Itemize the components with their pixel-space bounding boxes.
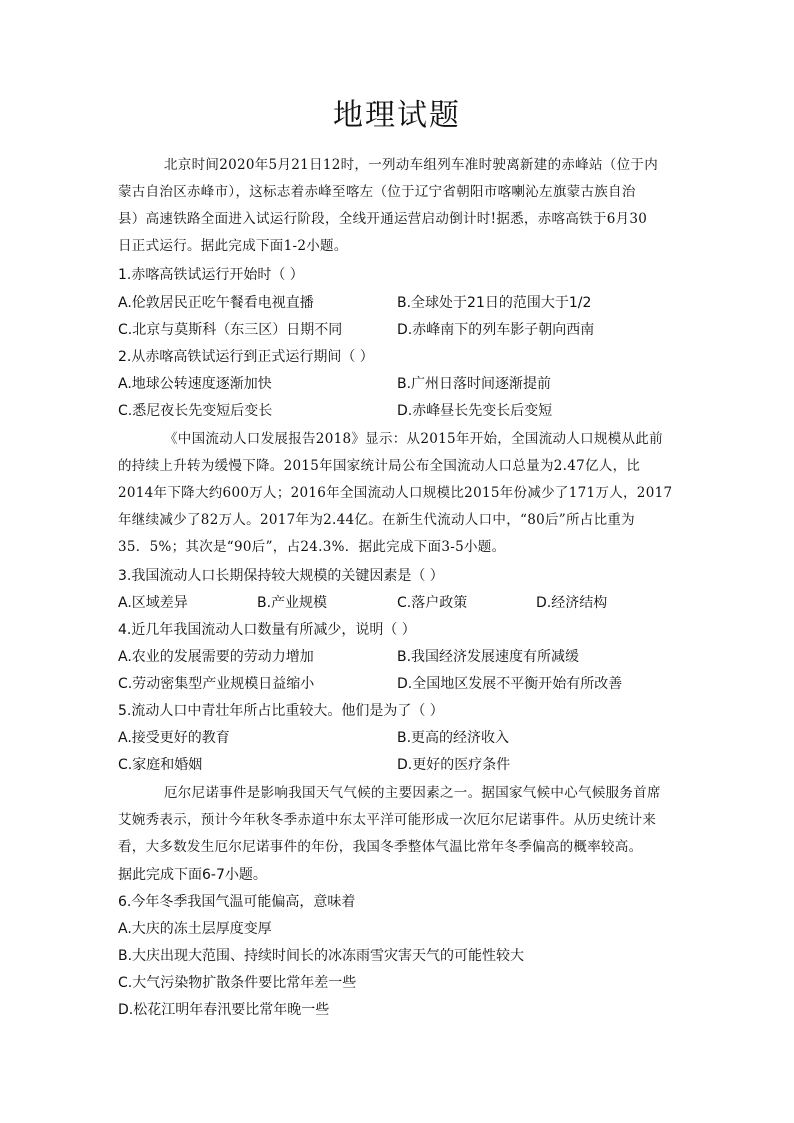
q1-option-c[interactable]: C.北京与莫斯科（东三区）日期不同	[118, 322, 343, 338]
q3-option-a[interactable]: A.区域差异	[118, 595, 188, 611]
question-5-stem: 5.流动人口中青壮年所占比重较大。他们是为了（ ）	[118, 703, 444, 719]
q4-option-a[interactable]: A.农业的发展需要的劳动力增加	[118, 649, 314, 665]
q4-option-b[interactable]: B.我国经济发展速度有所减缓	[397, 649, 580, 665]
q3-option-b[interactable]: B.产业规模	[257, 595, 328, 611]
page-title: 地理试题	[333, 98, 461, 133]
passage-line: 北京时间2020年5月21日12时，一列动车组列车准时驶离新建的赤峰站（位于内	[164, 157, 659, 173]
passage-3	[118, 780, 678, 861]
passage-line: 蒙古自治区赤峰市），这标志着赤峰至喀左（位于辽宁省朝阳市喀喇沁左旗蒙古族自治	[118, 184, 636, 200]
passage-2	[118, 426, 678, 561]
q1-option-a[interactable]: A.伦敦居民正吃午餐看电视直播	[118, 295, 314, 311]
passage-line: 日正式运行。据此完成下面1-2小题。	[118, 238, 348, 254]
q5-option-a[interactable]: A.接受更好的教育	[118, 730, 230, 746]
passage-line: 的持续上升转为缓慢下降。2015年国家统计局公布全国流动人口总量为2.47亿人，比	[118, 458, 641, 474]
passage-3-instruction: 据此完成下面6-7小题。	[118, 867, 267, 883]
question-6-stem: 6.今年冬季我国气温可能偏高，意味着	[118, 894, 356, 910]
passage-line: 《中国流动人口发展报告2018》显示：从2015年开始，全国流动人口规模从此前	[164, 431, 663, 447]
q2-option-c[interactable]: C.悉尼夜长先变短后变长	[118, 403, 273, 419]
q1-option-d[interactable]: D.赤峰南下的列车影子朝向西南	[397, 322, 595, 338]
q5-option-c[interactable]: C.家庭和婚姻	[118, 757, 203, 773]
passage-line: 看，大多数发生厄尔尼诺事件的年份，我国冬季整体气温比常年冬季偏高的概率较高。	[118, 839, 643, 855]
q6-option-c[interactable]: C.大气污染物扩散条件要比常年差一些	[118, 975, 357, 991]
q1-option-b[interactable]: B.全球处于21日的范围大于1/2	[397, 295, 592, 311]
passage-1	[118, 152, 678, 260]
q3-option-d[interactable]: D.经济结构	[536, 595, 608, 611]
q5-option-b[interactable]: B.更高的经济收入	[397, 730, 510, 746]
question-3-stem: 3.我国流动人口长期保持较大规模的关键因素是（ ）	[118, 568, 444, 584]
q2-option-b[interactable]: B.广州日落时间逐渐提前	[397, 376, 552, 392]
q2-option-a[interactable]: A.地球公转速度逐渐加快	[118, 376, 272, 392]
q4-option-d[interactable]: D.全国地区发展不平衡开始有所改善	[397, 676, 623, 692]
q6-option-b[interactable]: B.大庆出现大范围、持续时间长的冰冻雨雪灾害天气的可能性较大	[118, 948, 525, 964]
q4-option-c[interactable]: C.劳动密集型产业规模日益缩小	[118, 676, 315, 692]
q2-option-d[interactable]: D.赤峰昼长先变长后变短	[397, 403, 553, 419]
passage-line: 县）高速铁路全面进入试运行阶段，全线开通运营启动倒计时!据悉，赤喀高铁于6月30	[118, 211, 648, 227]
question-1-stem: 1.赤喀高铁试运行开始时（ ）	[118, 267, 304, 283]
q5-option-d[interactable]: D.更好的医疗条件	[397, 757, 511, 773]
passage-line: 35．5%；其次是“90后”，占24.3%．据此完成下面3-5小题。	[118, 539, 506, 555]
q3-option-c[interactable]: C.落户政策	[397, 595, 468, 611]
passage-line: 艾婉秀表示，预计今年秋冬季赤道中东太平洋可能形成一次厄尔尼诺事件。从历史统计来	[118, 812, 657, 828]
question-2-stem: 2.从赤喀高铁试运行到正式运行期间（ ）	[118, 349, 374, 365]
passage-line: 年继续减少了82万人。2017年为2.44亿。在新生代流动人口中，“80后”所占比重为	[118, 512, 635, 528]
question-4-stem: 4.近几年我国流动人口数量有所减少，说明（ ）	[118, 622, 416, 638]
q6-option-a[interactable]: A.大庆的冻土层厚度变厚	[118, 921, 272, 937]
passage-line: 2014年下降大约600万人；2016年全国流动人口规模比2015年份减少了171万人，2017	[118, 485, 673, 501]
passage-line: 厄尔尼诺事件是影响我国天气气候的主要因素之一。据国家气候中心气候服务首席	[164, 785, 661, 801]
q6-option-d[interactable]: D.松花江明年春汛要比常年晚一些	[118, 1002, 330, 1018]
